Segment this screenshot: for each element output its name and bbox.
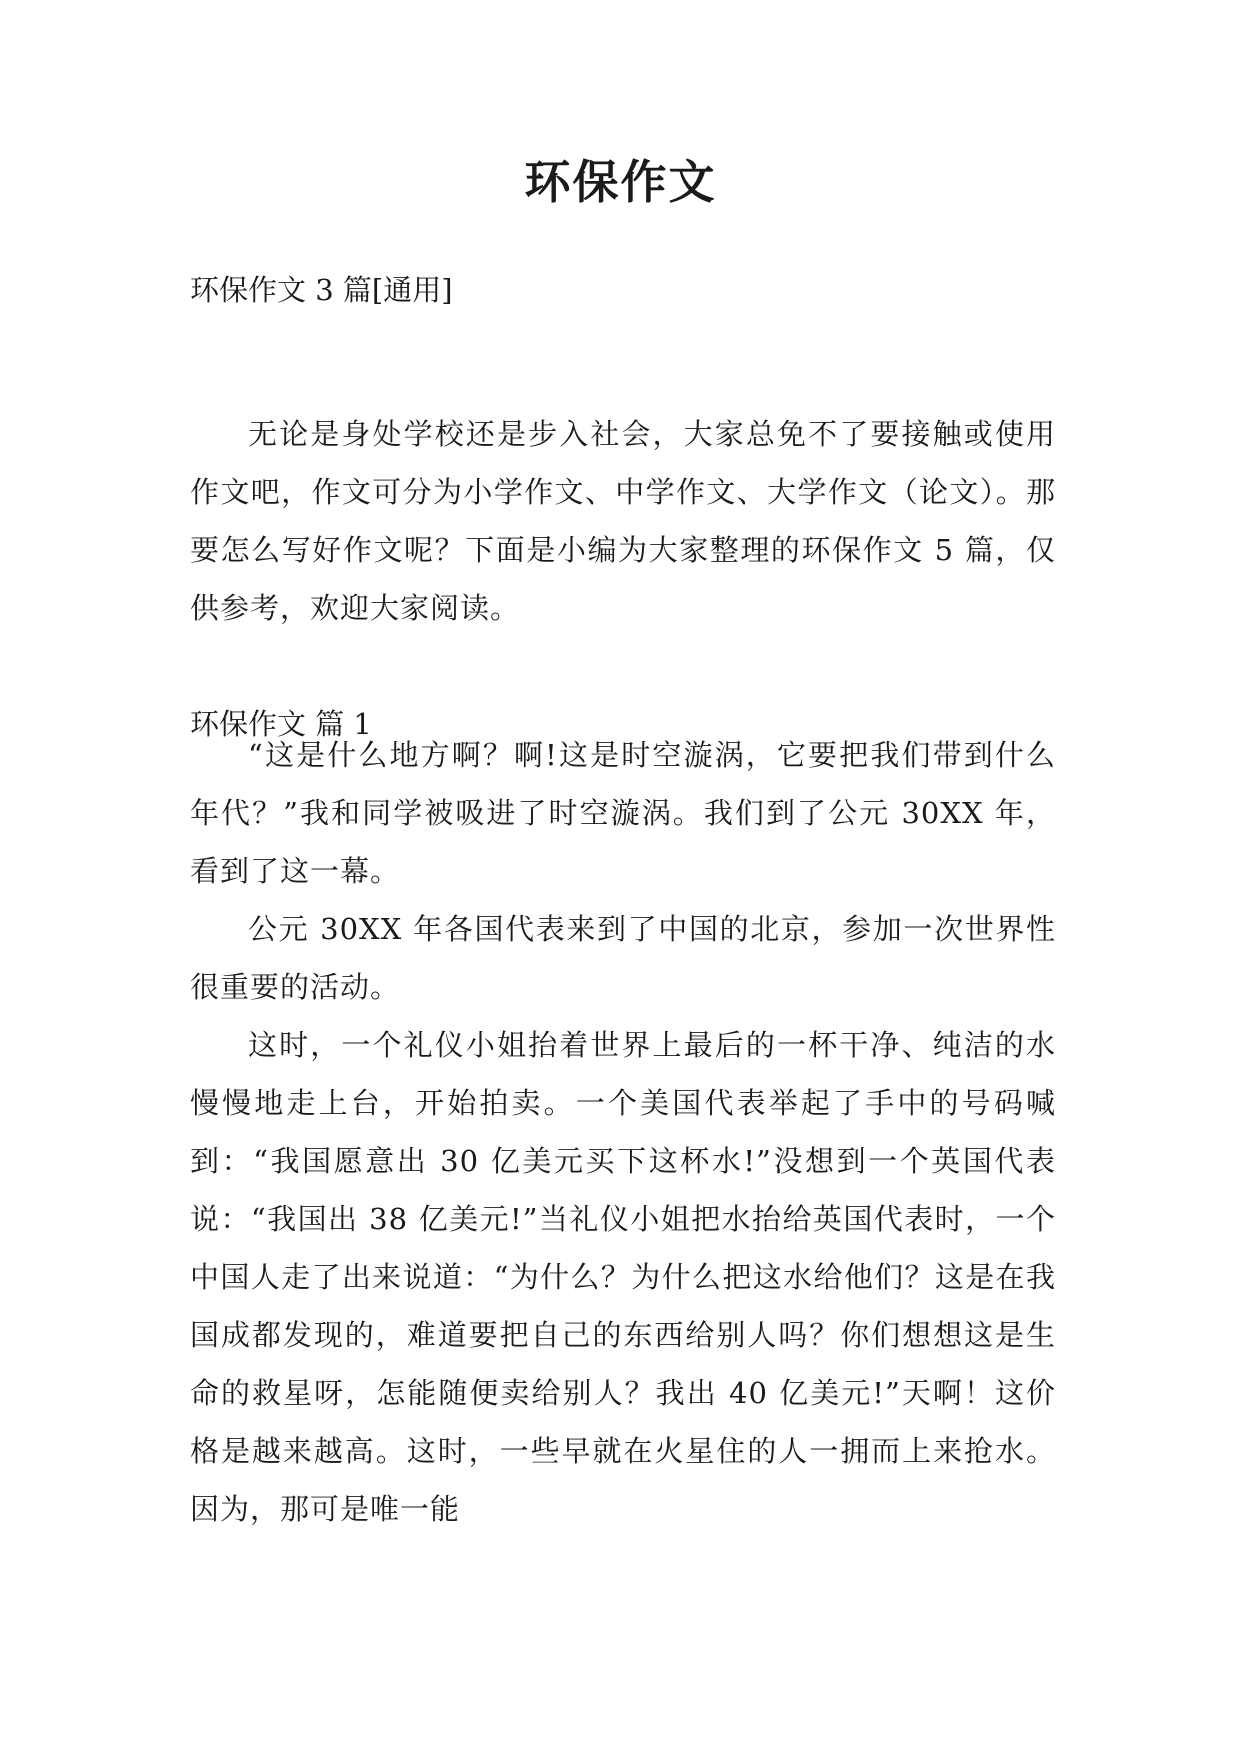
essay-body — [190, 726, 1056, 1538]
essay-paragraph-3: 这时，一个礼仪小姐抬着世界上最后的一杯干净、纯洁的水慢慢地走上台，开始拍卖。一个美国代表举起了手中的号码喊到：“我国愿意出 30 亿美元买下这杯水!”没想到一个英国代表说：“我国出 38 亿美元!”当礼仪小姐把水抬给英国代表时，一个中国人走了出来说道：“为什么？为什么把这水给他们？这是在我国成都发现的，难道要把自己的东西给别人吗？你们想想这是生命的救星呀，怎能随便卖给别人？我出 40 亿美元!”天啊！这价格是越来越高。这时，一些早就在火星住的人一拥而上来抢水。因为，那可是唯一能 — [190, 1028, 1056, 1526]
document-subtitle: 环保作文 3 篇[通用] — [190, 273, 453, 307]
intro-block — [190, 405, 1056, 637]
document-title: 环保作文 — [524, 155, 717, 209]
essay-paragraph-1: “这是什么地方啊？啊!这是时空漩涡，它要把我们带到什么年代？”我和同学被吸进了时空漩涡。我们到了公元 30XX 年，看到了这一幕。 — [190, 738, 1056, 888]
section-heading: 环保作文 篇 1 — [190, 707, 372, 741]
essay-paragraph-2: 公元 30XX 年各国代表来到了中国的北京，参加一次世界性很重要的活动。 — [190, 912, 1056, 1004]
intro-paragraph: 无论是身处学校还是步入社会，大家总免不了要接触或使用作文吧，作文可分为小学作文、中学作文、大学作文（论文）。那要怎么写好作文呢？下面是小编为大家整理的环保作文 5 篇，仅供参考，欢迎大家阅读。 — [190, 417, 1056, 625]
